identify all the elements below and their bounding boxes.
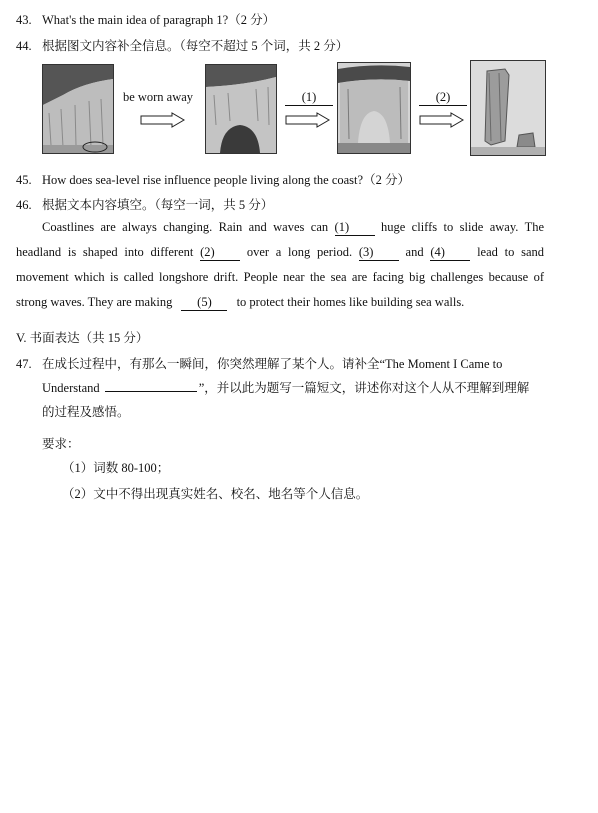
question-text: Understand (42, 381, 100, 395)
question-number: 46. (16, 198, 32, 212)
blank-passage-3: (3) (359, 245, 399, 261)
erosion-figure (0, 60, 598, 160)
question-text: 根据文本内容填空。（每空一词，共 5 分） (42, 198, 274, 212)
blank-passage-2: (2) (200, 245, 240, 261)
passage-text: movement which is called longshore drift. People near the sea are facing big challenges because of (16, 270, 544, 284)
question-text: What's the main idea of paragraph 1?（2 分） (42, 13, 276, 27)
stack-image (470, 60, 546, 156)
passage-text: huge cliffs to slide away. The (380, 220, 545, 234)
passage-text: Coastlines are always changing. Rain and waves can (42, 220, 329, 234)
requirements-heading: 要求： (42, 437, 80, 451)
question-45 (16, 170, 410, 188)
question-43 (16, 10, 275, 28)
question-number: 44. (16, 39, 32, 53)
passage-text: and (405, 245, 424, 259)
passage-text: strong waves. They are making (16, 295, 173, 309)
arrow-right-icon (285, 112, 331, 128)
question-46 (16, 195, 273, 213)
question-number: 45. (16, 173, 32, 187)
passage-text: over a long period. (246, 245, 353, 259)
requirement-2: （2）文中不得出现真实姓名、校名、地名等个人信息。 (62, 487, 369, 501)
cliff-image (42, 64, 114, 154)
question-text: ”，并以此为题写一篇短文，讲述你对这个人从不理解到理解 (198, 381, 530, 395)
question-44 (16, 36, 348, 54)
passage-line-3 (16, 270, 544, 285)
question-47-line-2 (42, 378, 529, 396)
passage-text: to protect their homes like building sea walls. (236, 295, 465, 309)
question-text: 在成长过程中，有那么一瞬间，你突然理解了某个人。请补全“The Moment I Came to (42, 357, 503, 371)
question-47-line-3: 的过程及感悟。 (42, 405, 130, 419)
passage-text: lead to sand (477, 245, 544, 259)
question-text: How does sea-level rise influence people living along the coast?（2 分） (42, 173, 410, 187)
blank-2: (2) (419, 90, 467, 106)
passage-line-2 (16, 245, 544, 261)
arrow-right-icon (419, 112, 465, 128)
requirement-1: （1）词数 80-100； (62, 461, 170, 475)
question-number: 43. (16, 13, 32, 27)
blank-1: (1) (285, 90, 333, 106)
question-number: 47. (16, 357, 32, 371)
arch-image (337, 62, 411, 154)
passage-line-4 (16, 295, 464, 311)
arrow-right-icon (140, 112, 186, 128)
title-blank (105, 391, 197, 392)
blank-passage-5: (5) (181, 295, 227, 311)
section-title: V. 书面表达（共 15 分） (16, 331, 149, 345)
blank-passage-1: (1) (335, 220, 375, 236)
cave-image (205, 64, 277, 154)
arrow-label-1: be worn away (122, 90, 194, 104)
blank-passage-4: (4) (430, 245, 470, 261)
question-47 (16, 354, 502, 372)
question-text: 根据图文内容补全信息。（每空不超过 5 个词，共 2 分） (42, 39, 349, 53)
passage-line-1 (42, 220, 544, 236)
passage-text: headland is shaped into different (16, 245, 194, 259)
